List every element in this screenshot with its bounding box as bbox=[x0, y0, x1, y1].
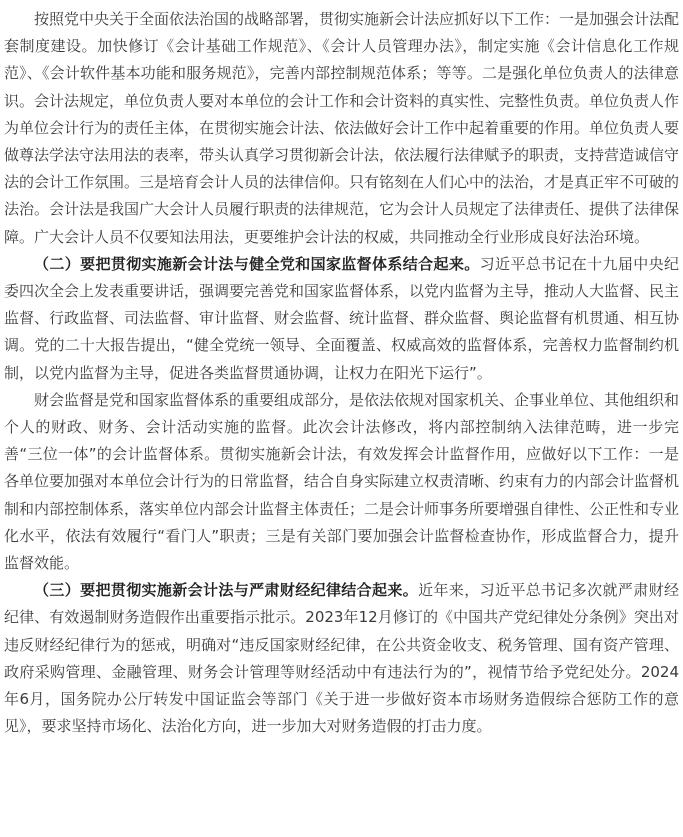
paragraph-text: 习近平总书记在十九届中央纪委四次全会上发表重要讲话，强调要完善党和国家监督体系，以党内监督为主导，推动人大监督、民主监督、行政监督、司法监督、审计监督、财会监督、统计监督、群众监督、舆论监督有机贯通、相互协调。党的二十大报告提出，“健全党统一领导、全面覆盖、权威高效的监督体系，完善权力监督制约机制，以党内监督为主导，促进各类监督贯通协调，让权力在阳光下运行”。 bbox=[4, 254, 680, 382]
section-heading-2: （二）要把贯彻实施新会计法与健全党和国家监督体系结合起来。 bbox=[34, 254, 480, 273]
paragraph-text: 近年来，习近平总书记多次就严肃财经纪律、有效遏制财务造假作出重要指示批示。2023年12月修订的《中国共产党纪律处分条例》突出对违反财经纪律行为的惩戒，明确对“违反国家财经纪律，在公共资金收支、税务管理、国有资产管理、政府采购管理、金融管理、财务会计管理等财经活动中有违法行为的”，视情节给予党纪处分。2024年6月，国务院办公厅转发中国证监会等部门《关于进一步做好资本市场财务造假综合惩防工作的意见》，要求坚持市场化、法治化方向，进一步加大对财务造假的打击力度。 bbox=[4, 581, 679, 736]
paragraph-supervision-system bbox=[4, 251, 679, 387]
paragraph-financial-supervision: 财会监督是党和国家监督体系的重要组成部分，是依法依规对国家机关、企事业单位、其他组织和个人的财政、财务、会计活动实施的监督。此次会计法修改，将内部控制纳入法律范畴，进一步完善“三位一体”的会计监督体系。贯彻实施新会计法，有效发挥会计监督作用，应做好以下工作：一是各单位要加强对本单位会计行为的日常监督，结合自身实际建立权责清晰、约束有力的内部会计监督机制和内部控制体系，落实单位内部会计监督主体责任；二是会计师事务所要增强自律性、公正性和专业化水平，依法有效履行“看门人”职责；三是有关部门要加强会计监督检查协作，形成监督合力，提升监督效能。 bbox=[4, 390, 680, 573]
paragraph-financial-discipline bbox=[4, 577, 679, 740]
paragraph-legal-awareness: 按照党中央关于全面依法治国的战略部署，贯彻实施新会计法应抓好以下工作：一是加强会计法配套制度建设。加快修订《会计基础工作规范》、《会计人员管理办法》，制定实施《会计信息化工作规范》、《会计软件基本功能和服务规范》，完善内部控制规范体系；等等。二是强化单位负责人的法律意识。会计法规定，单位负责人要对本单位的会计工作和会计资料的真实性、完整性负责。单位负责人作为单位会计行为的责任主体，在贯彻实施会计法、依法做好会计工作中起着重要的作用。单位负责人要做尊法学法守法用法的表率，带头认真学习贯彻新会计法，依法履行法律赋予的职责，支持营造诚信守法的会计工作氛围。三是培育会计人员的法律信仰。只有铭刻在人们心中的法治，才是真正牢不可破的法治。会计法是我国广大会计人员履行职责的法律规范，它为会计人员规定了法律责任、提供了法律保障。广大会计人员不仅要知法用法，更要维护会计法的权威，共同推动全行业形成良好法治环境。 bbox=[4, 10, 680, 246]
section-heading-3: （三）要把贯彻实施新会计法与严肃财经纪律结合起来。 bbox=[34, 581, 419, 600]
